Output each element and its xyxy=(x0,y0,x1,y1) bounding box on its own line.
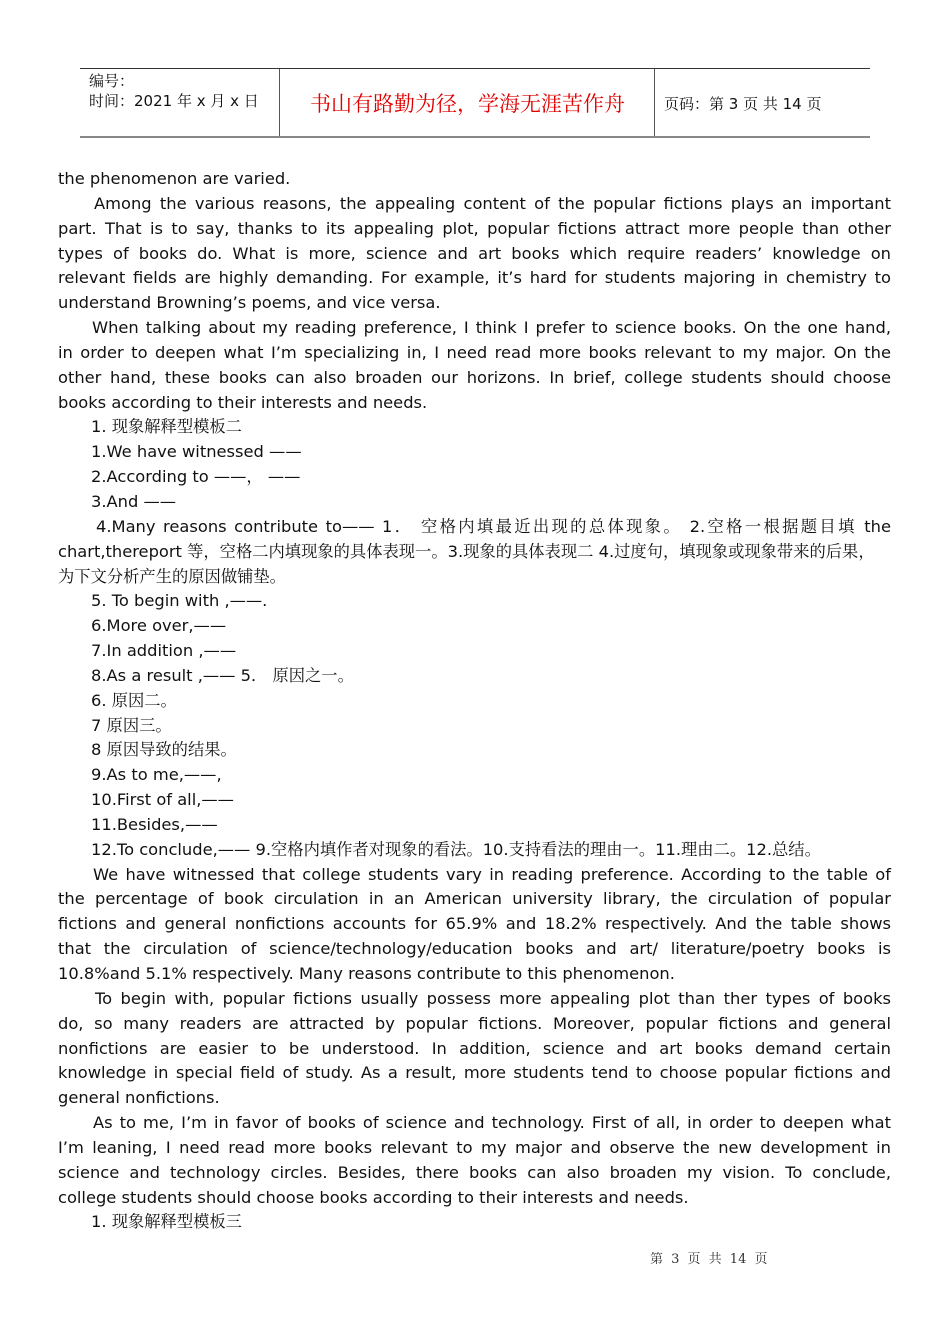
header-info-cell xyxy=(80,69,280,136)
text-line: To begin with, popular fictions usually possess more appealing plot than ther types of books xyxy=(95,988,891,1008)
text-line: books according to their interests and needs. xyxy=(58,392,428,412)
text-line: nonfictions are easier to be understood. In addition, science and art books demand certain xyxy=(58,1038,891,1058)
document-body xyxy=(58,167,891,1235)
text-line: fictions and general nonfictions accounts for 65.9% and 18.2% respectively. And the table shows xyxy=(58,914,891,934)
text-line: 8.As a result ,—— 5． 原因之一。 xyxy=(91,665,354,685)
text-line: college students should choose books according to their interests and needs. xyxy=(58,1187,689,1207)
text-line: 1. 现象解释型模板二 xyxy=(91,417,242,437)
text-line: 10.First of all,—— xyxy=(91,790,234,810)
text-line: 11.Besides,—— xyxy=(91,814,218,834)
text-line: As to me, I’m in favor of books of science and technology. First of all, in order to deepen what xyxy=(93,1113,891,1133)
number-label: 编号： xyxy=(89,72,135,90)
text-line: the percentage of book circulation in an American university library, the circulation of popular xyxy=(58,889,891,909)
text-line: 1.We have witnessed —— xyxy=(91,442,302,462)
text-line: understand Browning’s poems, and vice versa. xyxy=(58,293,441,313)
text-line: 10.8%and 5.1% respectively. Many reasons contribute to this phenomenon. xyxy=(58,964,675,983)
text-line: 4.Many reasons contribute to—— 1． 空格内填最近出现的总体现象。 2.空格一根据题目填 the xyxy=(96,516,891,536)
text-line: that the circulation of science/technology/education books and art/ literature/poetry books is xyxy=(58,939,891,959)
text-line: 7.In addition ,—— xyxy=(91,641,237,661)
text-line: chart,thereport 等，空格二内填现象的具体表现一。3.现象的具体表现二 4.过度句，填现象或现象带来的后果， xyxy=(58,541,875,561)
text-line: 8 原因导致的结果。 xyxy=(91,740,237,760)
text-line: 5. To begin with ,——. xyxy=(91,591,268,611)
page-footer: 第 3 页 共 14 页 xyxy=(650,1252,768,1267)
text-line: 7 原因三。 xyxy=(91,715,172,735)
text-line: relevant fields are highly demanding. For example, it’s hard for students majoring in chemistry to xyxy=(58,268,891,288)
text-line: types of books do. What is more, science and art books which require readers’ knowledge on xyxy=(58,243,891,263)
text-line: Among the various reasons, the appealing content of the popular fictions plays an important xyxy=(94,193,891,213)
text-line: 2.According to ——， —— xyxy=(91,467,301,487)
header-table xyxy=(80,68,870,138)
text-line: 1. 现象解释型模板三 xyxy=(91,1212,242,1232)
text-line: 为下文分析产生的原因做铺垫。 xyxy=(58,566,286,586)
time-label: 时间：2021 年 x 月 x 日 xyxy=(89,92,259,110)
text-line: in order to deepen what I’m specializing in, I need read more books relevant to my major. On the xyxy=(58,342,891,362)
text-line: other hand, these books can also broaden our horizons. In brief, college students should choose xyxy=(58,367,891,387)
text-line: part. That is to say, thanks to its appealing plot, popular fictions attract more people than other xyxy=(58,218,891,238)
header-motto: 书山有路勤为径，学海无涯苦作舟 xyxy=(281,69,655,136)
text-line: 3.And —— xyxy=(91,491,177,511)
text-line: do, so many readers are attracted by popular fictions. Moreover, popular fictions and general xyxy=(58,1013,891,1033)
text-line: We have witnessed that college students vary in reading preference. According to the table of xyxy=(93,864,891,884)
text-line: knowledge in special field of study. As a result, more students tend to choose popular fictions and xyxy=(58,1063,891,1083)
text-line: science and technology circles. Besides, there books can also broaden my vision. To conclude, xyxy=(58,1162,891,1182)
text-line: 12.To conclude,—— 9.空格内填作者对现象的看法。10.支持看法的理由一。11.理由二。12.总结。 xyxy=(91,839,821,859)
text-line: When talking about my reading preference, I think I prefer to science books. On the one hand, xyxy=(92,318,891,338)
text-line: 6.More over,—— xyxy=(91,616,227,636)
header-page-label: 页码：第 3 页 共 14 页 xyxy=(664,95,822,113)
text-line: the phenomenon are varied. xyxy=(58,169,291,188)
text-line: 6. 原因二。 xyxy=(91,690,177,710)
text-line: I’m leaning, I need read more books relevant to my major and observe the new development in xyxy=(58,1137,891,1157)
text-line: 9.As to me,——, xyxy=(91,765,222,785)
text-line: general nonfictions. xyxy=(58,1088,220,1108)
